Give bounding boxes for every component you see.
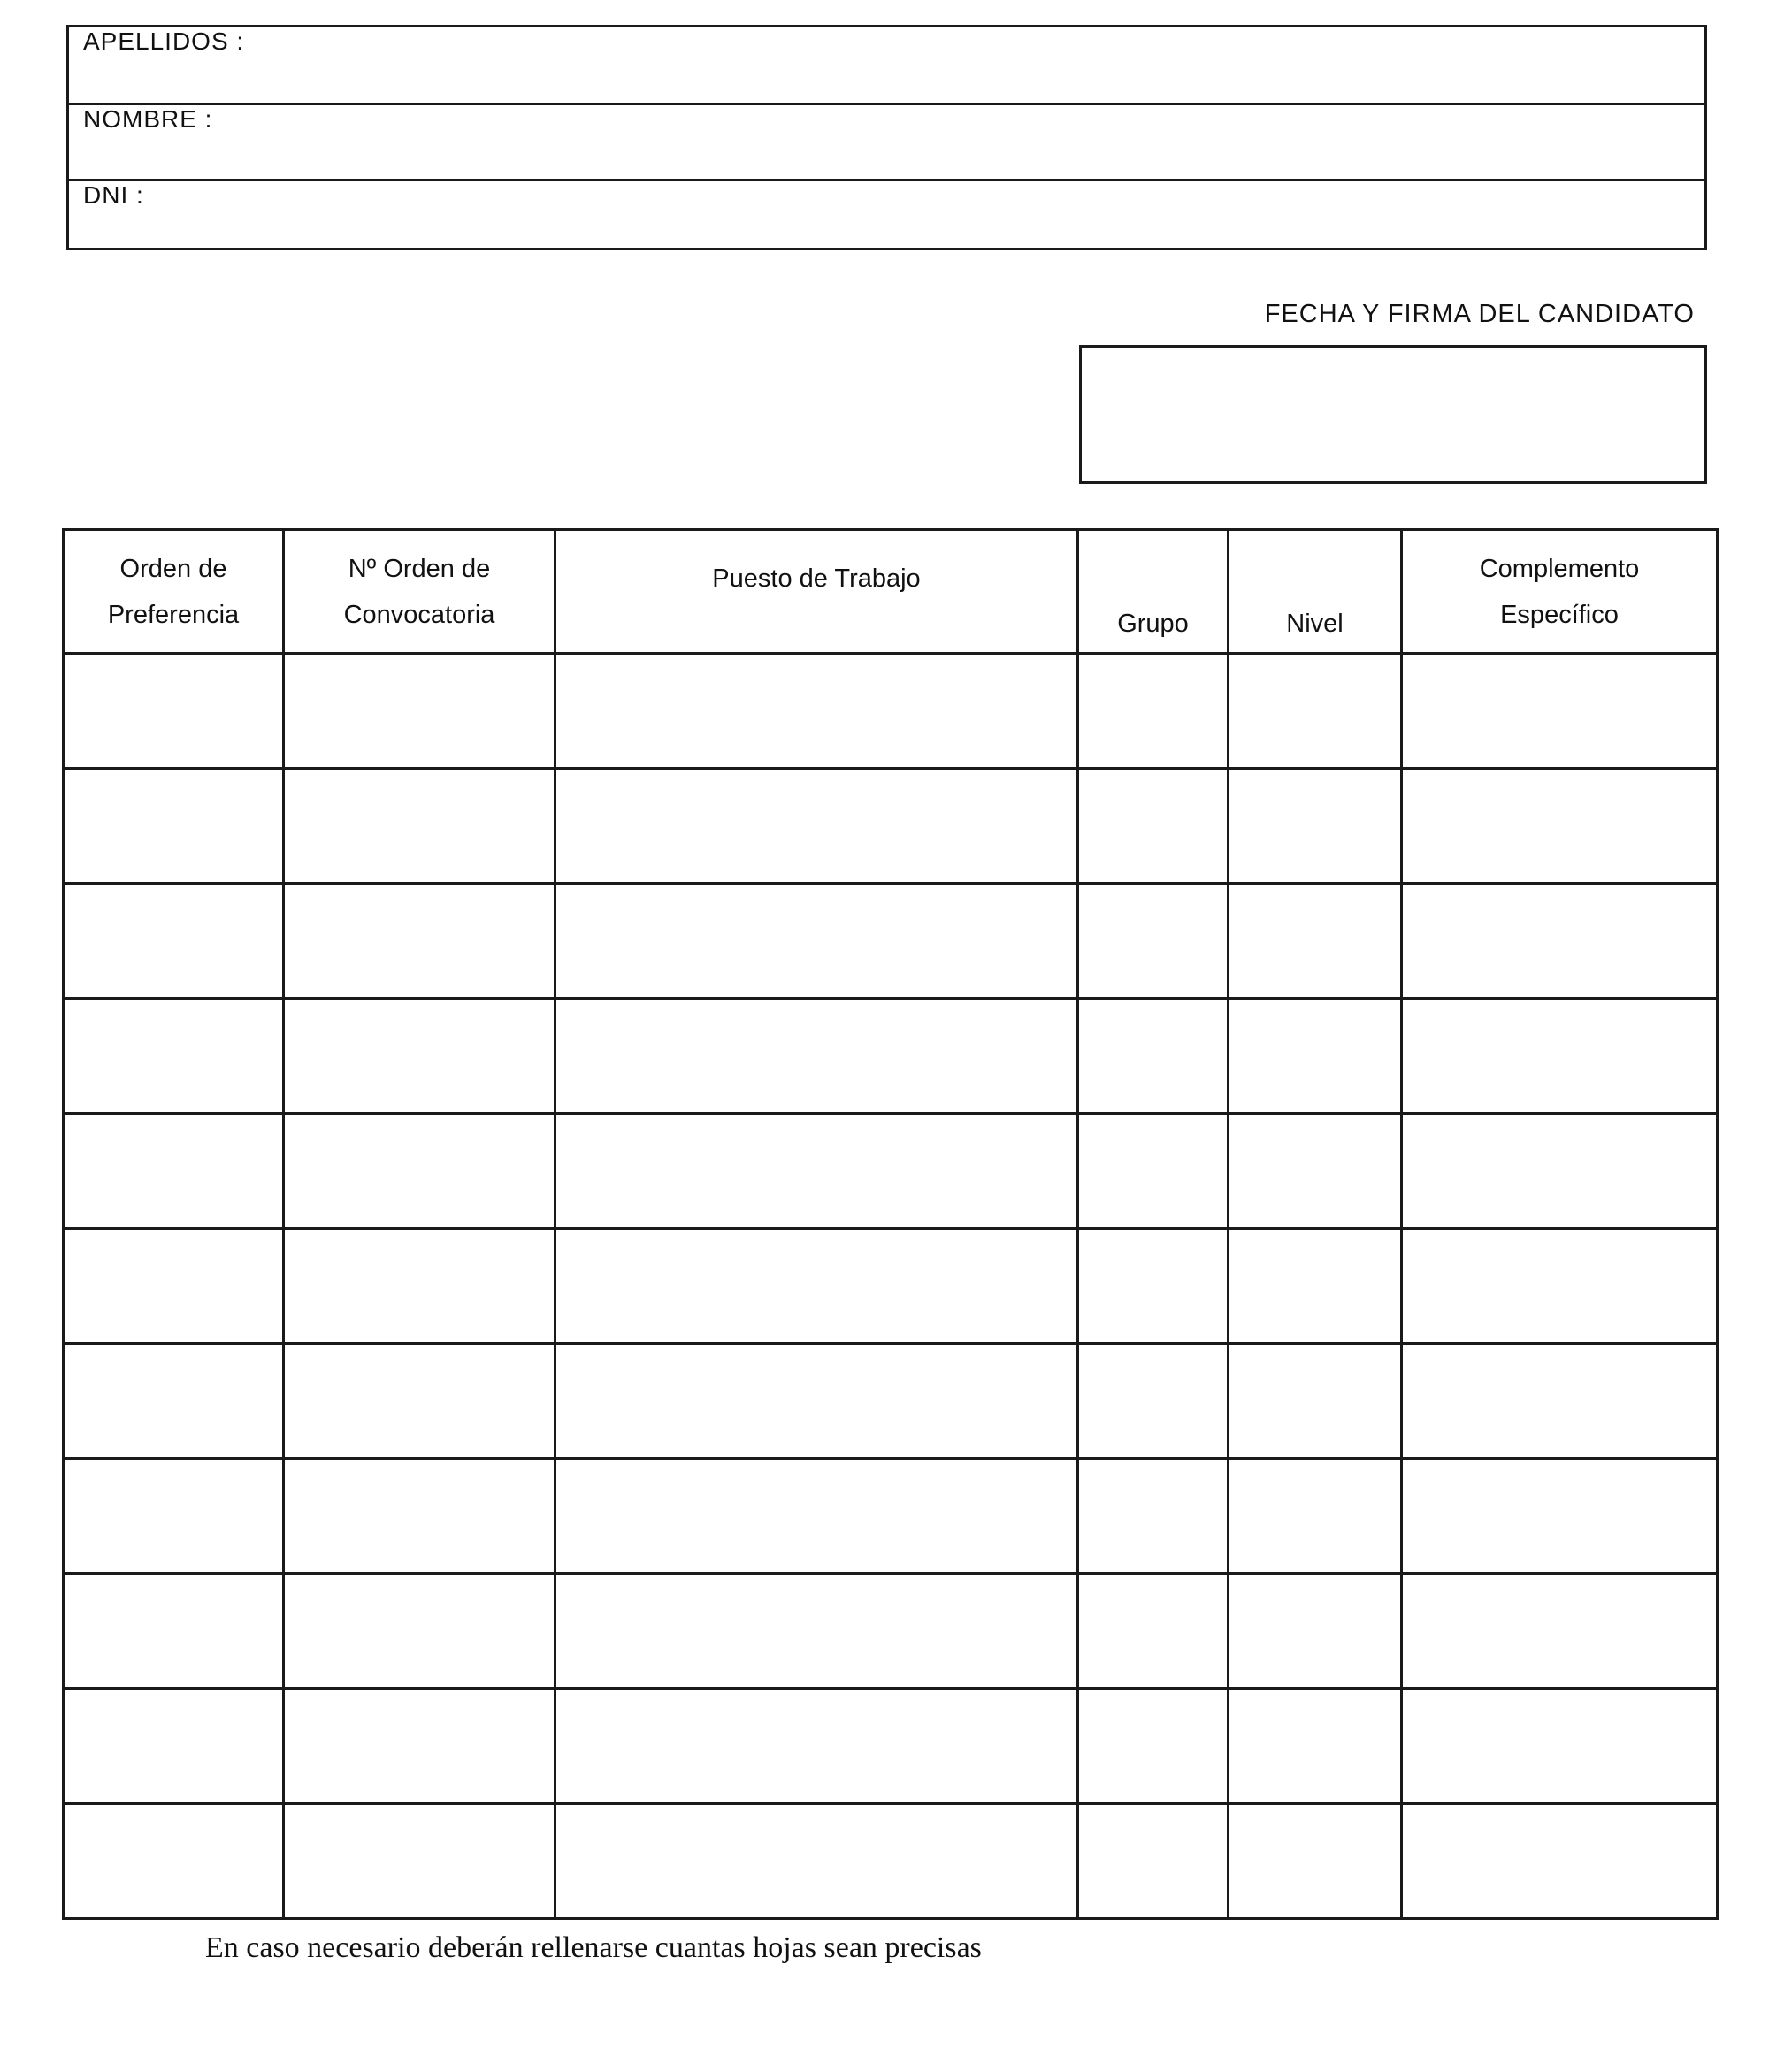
cell-orden-convocatoria[interactable] (284, 999, 555, 1114)
cell-orden-preferencia[interactable] (64, 1114, 284, 1229)
cell-orden-preferencia[interactable] (64, 1344, 284, 1459)
cell-nivel[interactable] (1229, 884, 1402, 999)
header-nivel (1229, 530, 1402, 654)
cell-orden-preferencia[interactable] (64, 884, 284, 999)
nombre-field[interactable] (281, 112, 1690, 172)
header-grupo (1078, 530, 1229, 654)
cell-orden-convocatoria[interactable] (284, 654, 555, 769)
cell-grupo[interactable] (1078, 1114, 1229, 1229)
cell-complemento-especifico[interactable] (1402, 769, 1718, 884)
table-row (64, 1804, 1718, 1919)
cell-grupo[interactable] (1078, 1804, 1229, 1919)
cell-nivel[interactable] (1229, 1574, 1402, 1689)
table-row (64, 1114, 1718, 1229)
cell-puesto-trabajo[interactable] (555, 1459, 1078, 1574)
header-orden-convocatoria (284, 530, 555, 654)
table-header-row (64, 530, 1718, 654)
cell-grupo[interactable] (1078, 654, 1229, 769)
cell-grupo[interactable] (1078, 1344, 1229, 1459)
header-orden-preferencia-line1: Orden de (119, 554, 227, 583)
table-row (64, 1344, 1718, 1459)
dni-field[interactable] (281, 188, 1690, 243)
cell-puesto-trabajo[interactable] (555, 1344, 1078, 1459)
cell-orden-preferencia[interactable] (64, 999, 284, 1114)
cell-nivel[interactable] (1229, 1804, 1402, 1919)
cell-grupo[interactable] (1078, 769, 1229, 884)
cell-puesto-trabajo[interactable] (555, 884, 1078, 999)
cell-orden-convocatoria[interactable] (284, 1459, 555, 1574)
cell-puesto-trabajo[interactable] (555, 1229, 1078, 1344)
cell-orden-convocatoria[interactable] (284, 1114, 555, 1229)
cell-orden-convocatoria[interactable] (284, 1689, 555, 1804)
header-puesto-trabajo-label: Puesto de Trabajo (712, 564, 921, 593)
apellidos-label: APELLIDOS : (83, 27, 245, 55)
cell-complemento-especifico[interactable] (1402, 999, 1718, 1114)
cell-orden-convocatoria[interactable] (284, 1344, 555, 1459)
cell-nivel[interactable] (1229, 1114, 1402, 1229)
cell-nivel[interactable] (1229, 654, 1402, 769)
cell-puesto-trabajo[interactable] (555, 1804, 1078, 1919)
cell-complemento-especifico[interactable] (1402, 1689, 1718, 1804)
cell-nivel[interactable] (1229, 1344, 1402, 1459)
cell-nivel[interactable] (1229, 999, 1402, 1114)
cell-puesto-trabajo[interactable] (555, 1689, 1078, 1804)
table-row (64, 999, 1718, 1114)
table-body (64, 654, 1718, 1919)
cell-orden-preferencia[interactable] (64, 1804, 284, 1919)
cell-orden-preferencia[interactable] (64, 769, 284, 884)
cell-orden-preferencia[interactable] (64, 1459, 284, 1574)
nombre-label: NOMBRE : (83, 105, 213, 133)
cell-nivel[interactable] (1229, 1229, 1402, 1344)
cell-complemento-especifico[interactable] (1402, 1229, 1718, 1344)
signature-label: FECHA Y FIRMA DEL CANDIDATO (1264, 300, 1695, 328)
dni-label: DNI : (83, 181, 144, 209)
header-complemento-especifico (1402, 530, 1718, 654)
cell-complemento-especifico[interactable] (1402, 884, 1718, 999)
cell-orden-preferencia[interactable] (64, 1689, 284, 1804)
header-orden-preferencia-line2: Preferencia (107, 600, 240, 629)
cell-complemento-especifico[interactable] (1402, 1344, 1718, 1459)
dni-row (69, 181, 1704, 250)
header-nivel-label: Nivel (1286, 610, 1344, 638)
nombre-row (69, 105, 1704, 181)
cell-orden-convocatoria[interactable] (284, 1804, 555, 1919)
table-row (64, 1574, 1718, 1689)
cell-nivel[interactable] (1229, 1689, 1402, 1804)
footnote: En caso necesario deberán rellenarse cuantas hojas sean precisas (205, 1931, 982, 1964)
table-row (64, 654, 1718, 769)
header-complemento-line2: Específico (1500, 600, 1619, 629)
cell-orden-preferencia[interactable] (64, 1574, 284, 1689)
header-orden-convocatoria-line1: Nº Orden de (348, 554, 491, 583)
personal-data-box (66, 25, 1707, 250)
apellidos-field[interactable] (281, 35, 1690, 96)
cell-complemento-especifico[interactable] (1402, 1804, 1718, 1919)
cell-grupo[interactable] (1078, 1229, 1229, 1344)
cell-orden-convocatoria[interactable] (284, 769, 555, 884)
cell-orden-preferencia[interactable] (64, 1229, 284, 1344)
cell-orden-convocatoria[interactable] (284, 884, 555, 999)
cell-puesto-trabajo[interactable] (555, 769, 1078, 884)
table-row (64, 1689, 1718, 1804)
cell-complemento-especifico[interactable] (1402, 1574, 1718, 1689)
table-row (64, 884, 1718, 999)
header-complemento-line1: Complemento (1479, 554, 1640, 583)
table-row (64, 1229, 1718, 1344)
header-puesto-trabajo (555, 530, 1078, 654)
cell-grupo[interactable] (1078, 1459, 1229, 1574)
header-grupo-label: Grupo (1117, 610, 1189, 638)
cell-puesto-trabajo[interactable] (555, 1574, 1078, 1689)
table-row (64, 769, 1718, 884)
cell-puesto-trabajo[interactable] (555, 1114, 1078, 1229)
cell-orden-convocatoria[interactable] (284, 1229, 555, 1344)
cell-grupo[interactable] (1078, 999, 1229, 1114)
cell-puesto-trabajo[interactable] (555, 999, 1078, 1114)
cell-complemento-especifico[interactable] (1402, 1114, 1718, 1229)
positions-table (62, 528, 1719, 1920)
cell-puesto-trabajo[interactable] (555, 654, 1078, 769)
cell-complemento-especifico[interactable] (1402, 1459, 1718, 1574)
cell-grupo[interactable] (1078, 1689, 1229, 1804)
header-orden-convocatoria-line2: Convocatoria (343, 600, 495, 629)
cell-orden-convocatoria[interactable] (284, 1574, 555, 1689)
cell-grupo[interactable] (1078, 884, 1229, 999)
cell-nivel[interactable] (1229, 769, 1402, 884)
signature-box[interactable] (1079, 345, 1707, 484)
cell-orden-preferencia[interactable] (64, 654, 284, 769)
cell-grupo[interactable] (1078, 1574, 1229, 1689)
apellidos-row (69, 27, 1704, 105)
cell-nivel[interactable] (1229, 1459, 1402, 1574)
header-orden-preferencia (64, 530, 284, 654)
cell-complemento-especifico[interactable] (1402, 654, 1718, 769)
table-row (64, 1459, 1718, 1574)
